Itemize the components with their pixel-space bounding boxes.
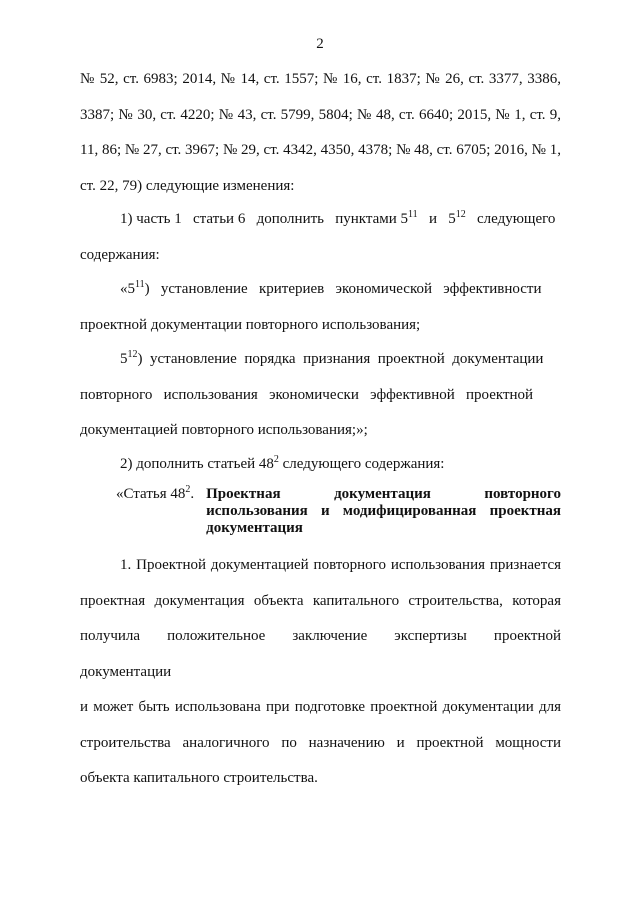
text-line: 1. Проектной документацией повторного использования признается	[120, 557, 561, 573]
text-line: строительства аналогичного по назначению и проектной мощности	[80, 734, 561, 751]
point-5-11-paragraph	[80, 272, 561, 343]
article-paragraph-1	[80, 548, 561, 797]
text-line: и может быть использована при подготовке проектной документации для	[80, 699, 561, 715]
article-label: «Статья $48^2$.	[116, 484, 195, 502]
text-line: содержания:	[80, 246, 160, 263]
item-1-paragraph	[80, 202, 561, 273]
page-number: 2	[316, 36, 324, 52]
article-heading	[116, 486, 561, 537]
text-line: документацией повторного использования;»;	[80, 422, 368, 438]
text-line: 3387; № 30, ст. 4220; № 43, ст. 5799, 5804; № 48, ст. 6640; 2015, № 1, ст. 9,	[80, 106, 561, 123]
text-line: получила положительное заключение экспертизы проектной документации	[80, 628, 561, 680]
text-line: 2) дополнить статьей $48^2$ следующего содержания:	[120, 454, 445, 472]
text-line: 1) часть 1 статьи 6 дополнить пунктами $5^{11}$ и $5^{12}$ следующего	[120, 209, 556, 227]
intro-paragraph	[80, 62, 561, 204]
text-line: $5^{12}$) установление порядка признания проектной документации	[120, 349, 544, 367]
point-5-12-paragraph	[80, 342, 561, 449]
text-line: объекта капитального строительства.	[80, 770, 318, 786]
text-line: проектная документация объекта капитального строительства, которая	[80, 592, 561, 609]
text-line: проектной документации повторного использования;	[80, 316, 421, 333]
article-title: Проектная документация повторного использования и модифицированная проектная документация	[206, 486, 561, 536]
text-line: № 52, ст. 6983; 2014, № 14, ст. 1557; № 16, ст. 1837; № 26, ст. 3377, 3386,	[80, 71, 561, 87]
text-line: ст. 22, 79) следующие изменения:	[80, 177, 295, 194]
text-line: повторного использования экономически эффективной проектной	[80, 386, 534, 403]
text-line: 11, 86; № 27, ст. 3967; № 29, ст. 4342, 4350, 4378; № 48, ст. 6705; 2016, № 1,	[80, 142, 561, 158]
item-2-paragraph	[80, 447, 561, 483]
text-line: «$5^{11}$) установление критериев экономической эффективности	[120, 279, 542, 297]
